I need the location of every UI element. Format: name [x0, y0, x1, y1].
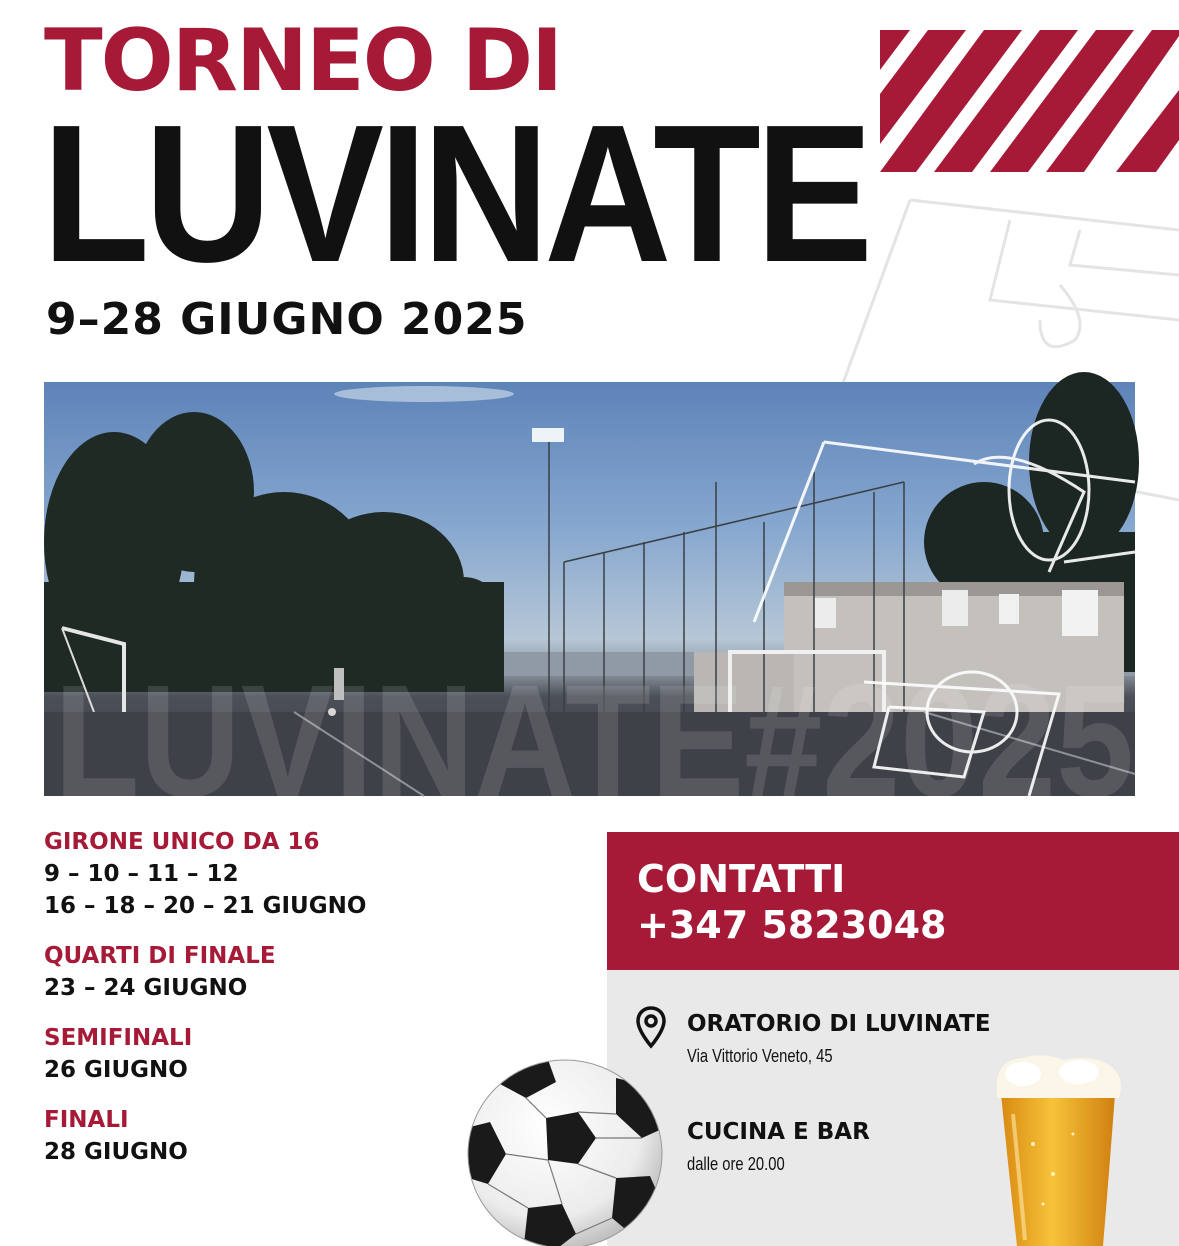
schedule-dates: 23 – 24 GIUGNO [44, 975, 248, 1001]
beer-glass-image [983, 1054, 1133, 1246]
venue-address: Via Vittorio Veneto, 45 [687, 1046, 833, 1066]
schedule-dates: 9 – 10 – 11 – 12 [44, 861, 239, 887]
soccer-ball-image [466, 1058, 664, 1246]
title-main: LUVINATE [42, 84, 868, 303]
schedule-heading: QUARTI DI FINALE [44, 943, 276, 969]
schedule-dates: 26 GIUGNO [44, 1057, 188, 1083]
schedule-quarterfinals [44, 940, 604, 1004]
contact-phone[interactable]: +347 5823048 [637, 903, 947, 947]
schedule-heading: SEMIFINALI [44, 1025, 193, 1051]
schedule-heading: GIRONE UNICO DA 16 [44, 829, 320, 855]
photo-watermark: LUVINATE#2025 [54, 651, 1134, 830]
venue-name: ORATORIO DI LUVINATE [687, 1011, 991, 1037]
tournament-dates: 9–28 GIUGNO 2025 [46, 294, 528, 345]
bar-title: CUCINA E BAR [687, 1119, 870, 1145]
contact-label: CONTATTI [637, 857, 846, 901]
schedule-dates: 16 – 18 – 20 – 21 GIUGNO [44, 893, 367, 919]
schedule-dates: 28 GIUGNO [44, 1139, 188, 1165]
schedule-group-stage [44, 826, 604, 922]
title-top: TORNEO DI [44, 11, 562, 111]
location-pin-icon [635, 1006, 667, 1048]
info-box [607, 970, 1179, 1246]
contact-box [607, 832, 1179, 970]
stripes-decoration [880, 30, 1179, 172]
bar-hours: dalle ore 20.00 [687, 1154, 785, 1174]
field-photo [44, 382, 1135, 830]
schedule-heading: FINALI [44, 1107, 129, 1133]
